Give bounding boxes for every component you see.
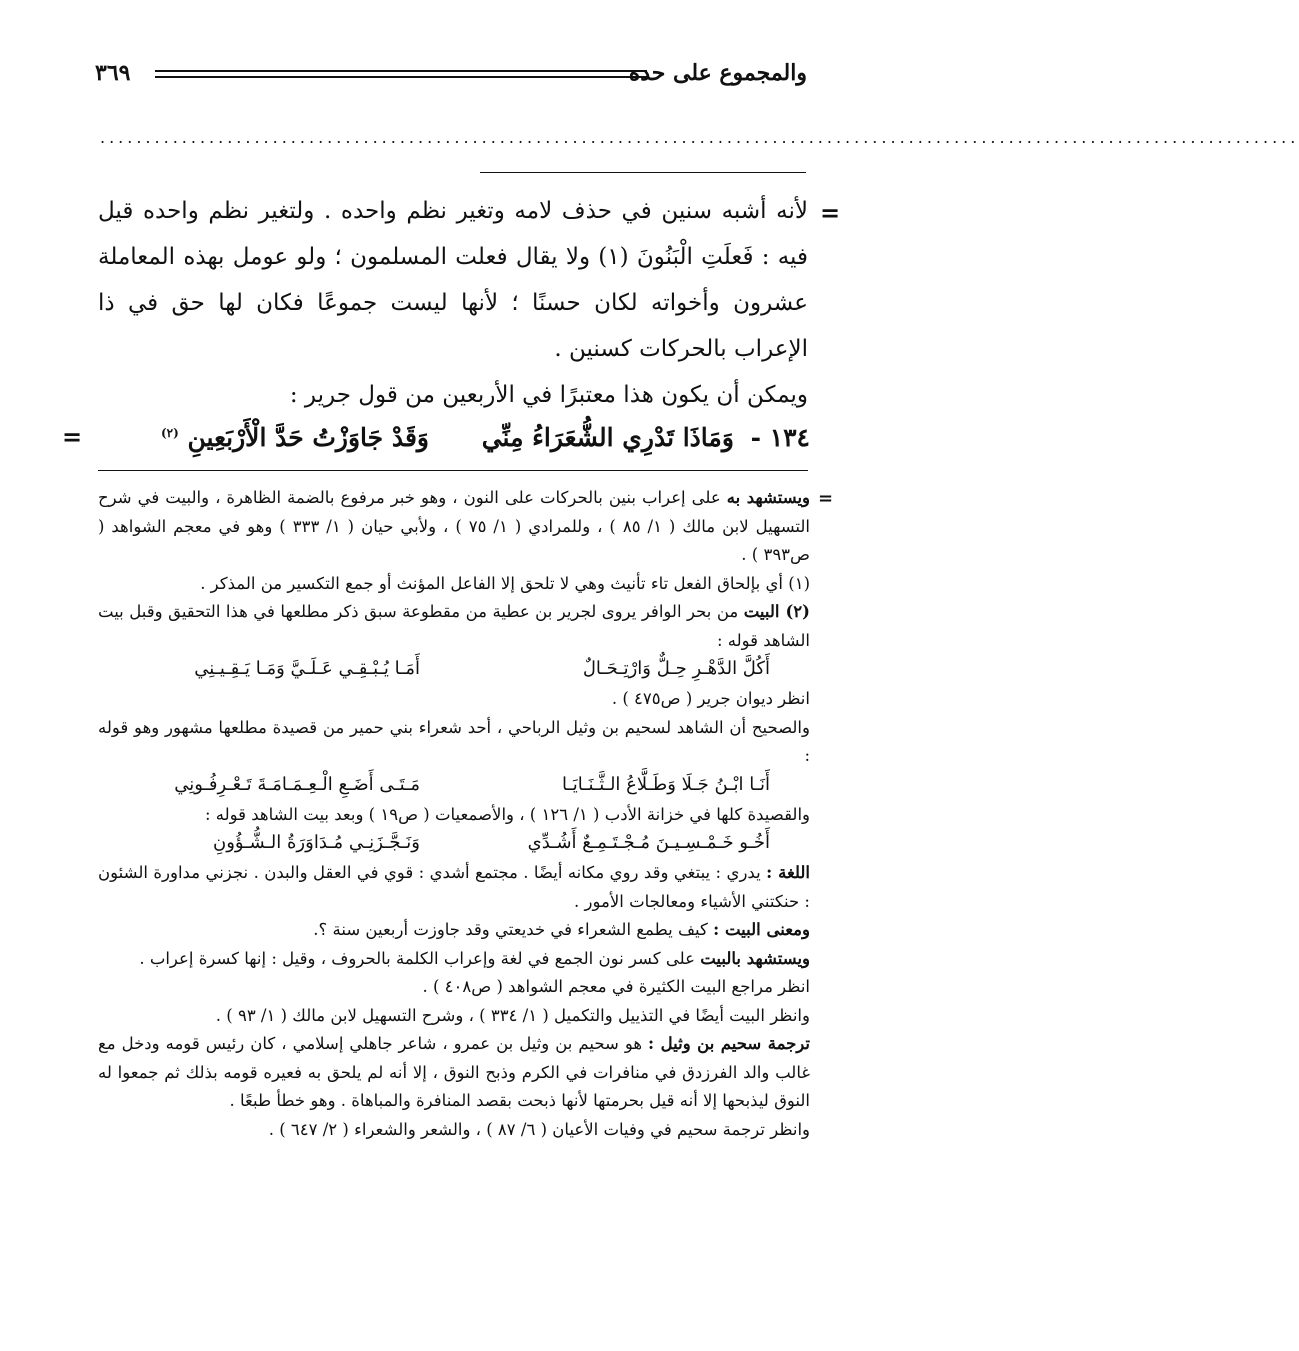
footnote-2	[98, 598, 810, 655]
reference: وانظر ترجمة سحيم في وفيات الأعيان ( ٦/ ٨٧ ) ، والشعر والشعراء ( ٢/ ٦٤٧ ) .	[268, 1119, 810, 1139]
paragraph: لأنه أشبه سنين في حذف لامه وتغير نظم واحده . ولتغير نظم واحده قيل فيه : فَعلَتِ الْبَنُونَ (١) ولا يقال فعلت المسلمون ؛ ولو عومل بهذه المعاملة عشرون وأخواته لكان حسنًا ؛ لأنها ليست جموعًا فكان لها حق في ذا الإعراب بالحركات كسنين .	[98, 198, 808, 362]
reference: انظر ديوان جرير ( ص٤٧٥ ) .	[611, 689, 810, 708]
footnote-rule	[480, 172, 806, 173]
running-title: والمجموع على حده	[628, 60, 807, 86]
page-number: ٣٦٩	[95, 60, 131, 86]
poem-line	[98, 829, 810, 859]
poem-hemistich-2: وَنَـجَّـزَنِـي مُـدَاوَرَةُ الـشُّـؤُونِ	[212, 832, 420, 853]
poem-line	[98, 771, 810, 801]
note-paragraph	[98, 484, 810, 570]
note-label: (٢) البيت	[743, 602, 810, 621]
continuation-mark: =	[820, 198, 841, 227]
poem-hemistich-2: أَمَـا يُـبْـقِـي عَـلَـيَّ وَمَـا يَـقِـيـنِي	[194, 658, 420, 679]
note-paragraph	[98, 859, 810, 916]
note-text: كيف يطمع الشعراء في خديعتي وقد جاوزت أربعين سنة ؟.	[313, 920, 708, 939]
note-text: هو سحيم بن وثيل بن عمرو ، شاعر جاهلي إسلامي ، كان رئيس قومه ودخل مع غالب والد الفرزدق في منافرات في الكرم وذبح النوق ، إلا أنه لم يلحق به فعيره قومه بذلك ثم جمعوا له النوق ليذبحها إلا أنه قيل بحرمتها لأنها ذبحت بقصد المنافرة والمباهاة . وهو خطأ طبعًا .	[98, 1034, 810, 1110]
note-paragraph	[98, 945, 810, 974]
poem-hemistich-2: مَـتَـى أَضَـعِ الْـعِـمَـامَـةَ تَـعْـرِفُـونِي	[174, 773, 420, 795]
note-label: اللغة :	[766, 863, 811, 882]
verse-134	[120, 408, 810, 463]
footnote-ref: (٢)	[160, 426, 179, 440]
notes-rule	[98, 470, 808, 471]
note-paragraph	[98, 916, 810, 945]
poem-hemistich-1: أَنَـا ابْـنُ جَـلَا وَطَـلَّاعُ الـثَّـنَـايَـا	[562, 773, 770, 795]
paragraph: ويمكن أن يكون هذا معتبرًا في الأربعين من قول جرير :	[289, 382, 808, 408]
reference: انظر مراجع البيت الكثيرة في معجم الشواهد ( ص٤٠٨ ) .	[422, 977, 810, 996]
note-paragraph	[98, 1030, 810, 1116]
poem-hemistich-1: أَكُلَّ الدَّهْـرِ حِـلٌّ وَارْتِـحَـالٌ	[582, 658, 770, 679]
note-text: على إعراب بنين بالحركات على النون ، وهو خبر مرفوع بالضمة الظاهرة ، والبيت في شرح التسهيل لابن مالك ( ١/ ٨٥ ) ، وللمرادي ( ١/ ٧٥ ) ، ولأبي حيان ( ١/ ٣٣٣ ) وهو في معجم الشواهد ( ص٣٩٣ ) .	[98, 488, 811, 564]
note-label: ويستشهد به	[726, 488, 811, 507]
note-label: ويستشهد بالبيت	[700, 948, 810, 968]
dotted-separator: ....................................................................................................................................	[100, 128, 1299, 147]
note-paragraph: والقصيدة كلها في خزانة الأدب ( ١/ ١٢٦ ) ، والأصمعيات ( ص١٩ ) وبعد بيت الشاهد قوله :	[204, 804, 810, 824]
poem-hemistich-1: أَخُـو خَـمْـسِـيـنَ مُـجْـتَـمِـعٌ أَشُـدِّي	[527, 832, 770, 853]
running-header	[95, 58, 807, 92]
note-text: على كسر نون الجمع في لغة وإعراب الكلمة بالحروف ، وقيل : إنها كسرة إعراب .	[139, 948, 695, 968]
note-text: يدري : يبتغي وقد روي مكانه أيضًا . مجتمع أشدي : قوي في العقل والبدن . نجزني مداورة الشئون : حنكتني الأشياء ومعالجات الأمور .	[98, 863, 810, 911]
footnote-1: (١) أي بإلحاق الفعل تاء تأنيث وهي لا تلحق إلا الفاعل المؤنث أو جمع التكسير من المذكر .	[200, 573, 810, 593]
footnotes	[98, 484, 810, 1144]
verse-second-hemistich: وَقَدْ جَاوَزْتُ حَدَّ الْأَرْبَعِينِ	[187, 423, 429, 453]
note-text: من بحر الوافر يروى لجرير بن عطية من مقطوعة سبق ذكر مطلعها في هذا التحقيق وقبل بيت الشاهد قوله :	[98, 602, 810, 650]
header-double-rule	[155, 70, 647, 78]
continuation-mark: =	[62, 422, 83, 451]
note-label: ومعنى البيت :	[713, 920, 810, 939]
continuation-mark: =	[818, 488, 834, 509]
verse-first-hemistich: وَمَاذَا تَدْرِي الشُّعَرَاءُ مِنِّي	[481, 423, 734, 453]
verse-number: ١٣٤ -	[750, 423, 810, 453]
note-paragraph: والصحيح أن الشاهد لسحيم بن وثيل الرباحي ، أحد شعراء بني حمير من قصيدة مطلعها مشهور وهو قوله :	[98, 717, 810, 765]
note-label: ترجمة سحيم بن وثيل :	[648, 1034, 810, 1053]
reference: وانظر البيت أيضًا في التذييل والتكميل ( ١/ ٣٣٤ ) ، وشرح التسهيل لابن مالك ( ١/ ٩٣ ) .	[215, 1005, 810, 1025]
poem-line	[98, 655, 810, 685]
main-text	[98, 188, 808, 418]
